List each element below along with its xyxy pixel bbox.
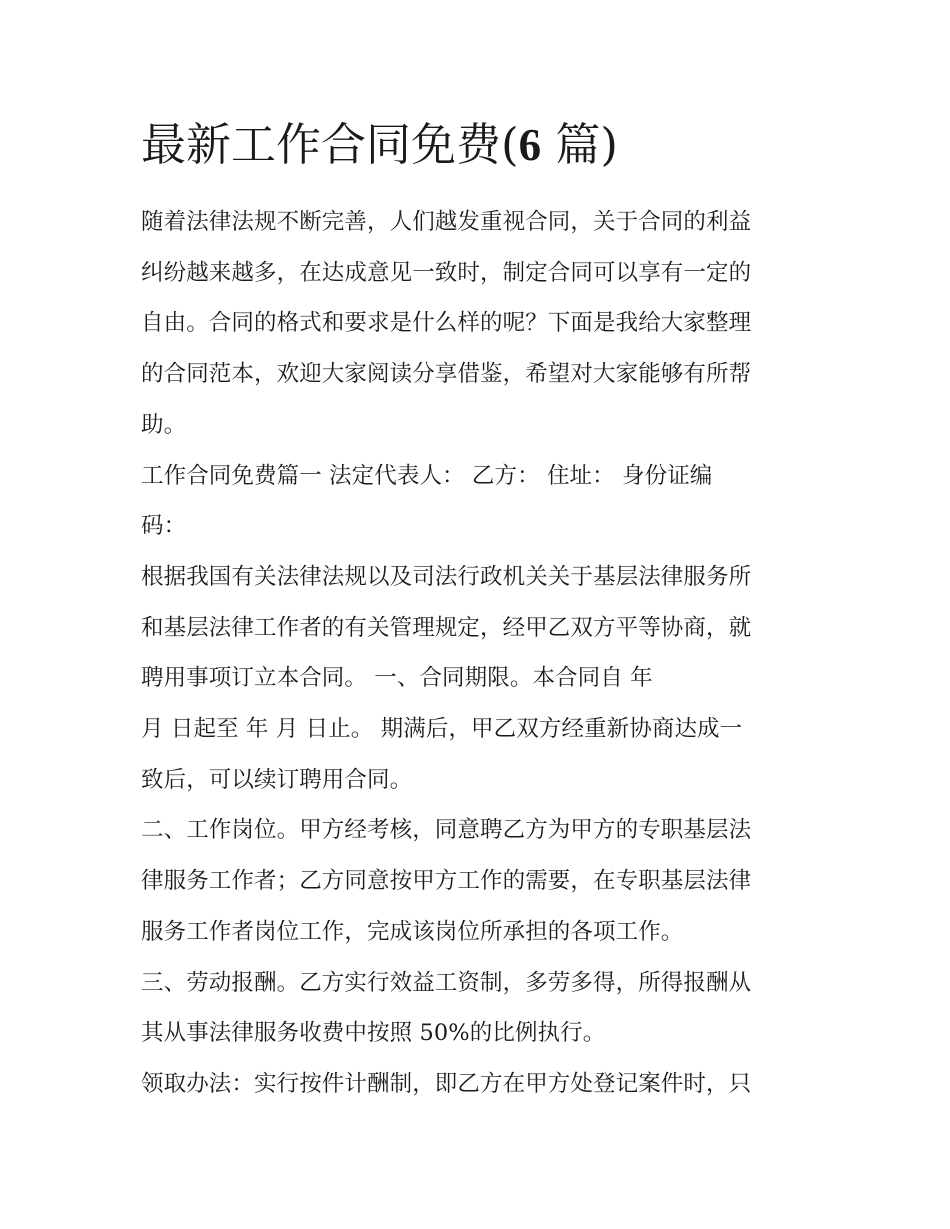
- document-title: [141, 112, 813, 178]
- title-number: 6: [518, 120, 542, 170]
- term-paragraph: [141, 704, 813, 805]
- text-line: 和基层法律工作者的有关管理规定，经甲乙双方平等协商，就: [141, 614, 752, 641]
- text-line: 助。: [141, 411, 187, 438]
- text-line: 根据我国有关法律法规以及司法行政机关关于基层法律服务所: [141, 563, 752, 590]
- document-content: [141, 112, 813, 1110]
- intro-paragraph: [141, 197, 813, 451]
- basis-paragraph: [141, 552, 813, 704]
- salary-paragraph: [141, 958, 813, 1059]
- text-line: 随着法律法规不断完善，人们越发重视合同，关于合同的利益: [141, 209, 752, 235]
- text-line: 致后，可以续订聘用合同。: [141, 766, 413, 793]
- text-line: 三、劳动报酬。乙方实行效益工资制，多劳多得，所得报酬从: [141, 969, 752, 996]
- text-line: 服务工作者岗位工作，完成该岗位所承担的各项工作。: [141, 918, 684, 945]
- text-line: 自由。合同的格式和要求是什么样的呢？下面是我给大家整理: [141, 310, 752, 337]
- text-line: 工作合同免费篇一 法定代表人： 乙方： 住址： 身份证编: [141, 462, 713, 489]
- title-prefix: 最新工作合同免费(: [141, 118, 519, 171]
- text-line: 其从事法律服务收费中按照 50%的比例执行。: [141, 1020, 606, 1047]
- text-line: 纠纷越来越多，在达成意见一致时，制定合同可以享有一定的: [141, 259, 752, 286]
- payment-paragraph: [141, 1059, 813, 1110]
- text-line: 码：: [141, 513, 187, 540]
- text-line: 领取办法：实行按件计酬制，即乙方在甲方处登记案件时，只: [141, 1070, 752, 1097]
- text-line: 律服务工作者；乙方同意按甲方工作的需要，在专职基层法律: [141, 868, 752, 895]
- title-suffix: 篇): [541, 118, 618, 171]
- text-line: 聘用事项订立本合同。 一、合同期限。本合同自 年: [141, 665, 653, 692]
- section-one-header: [141, 451, 813, 552]
- text-line: 二、工作岗位。甲方经考核，同意聘乙方为甲方的专职基层法: [141, 817, 752, 844]
- position-paragraph: [141, 805, 813, 957]
- text-line: 月 日起至 年 月 日止。 期满后，甲乙双方经重新协商达成一: [141, 716, 743, 743]
- text-line: 的合同范本，欢迎大家阅读分享借鉴，希望对大家能够有所帮: [141, 361, 752, 388]
